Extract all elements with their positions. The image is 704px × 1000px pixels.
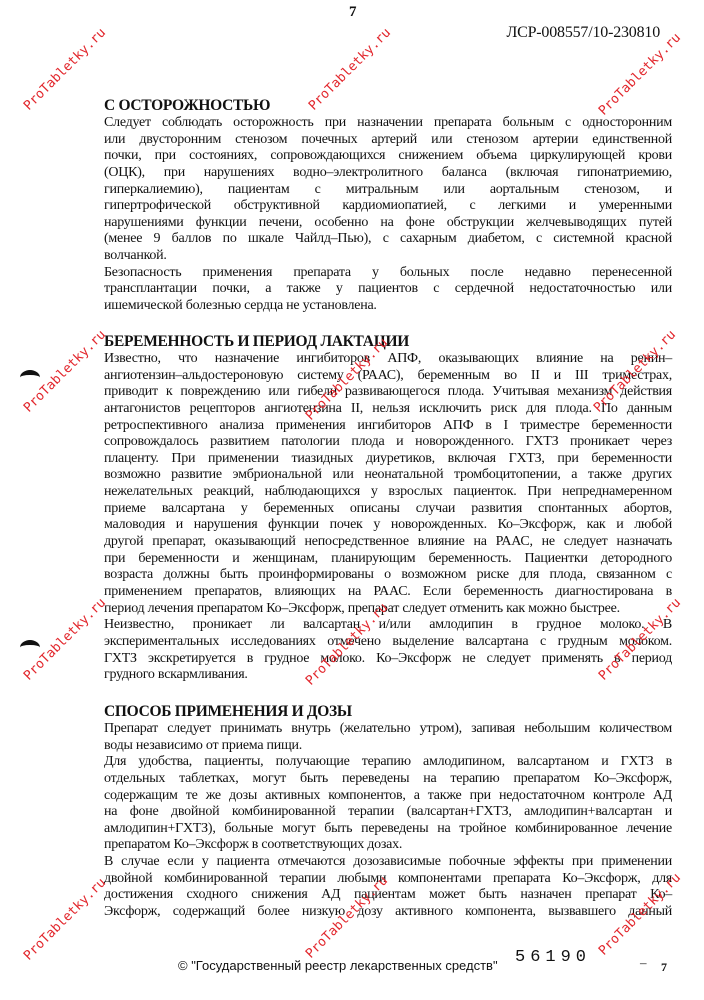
section-heading: С ОСТОРОЖНОСТЬЮ bbox=[104, 97, 271, 114]
text-line: (ОЦК), при нарушениях водно–электролитного баланса (включая гипонатриемию, bbox=[104, 164, 672, 180]
text-line: Препарат следует принимать внутрь (желательно утром), запивая небольшим количеством bbox=[104, 721, 672, 736]
text-line: при беременности и женщинам, планирующим беременность. Пациентки детородного bbox=[104, 550, 672, 566]
watermark-text: ProTabletky.ru bbox=[302, 335, 392, 424]
paragraph bbox=[104, 351, 672, 617]
text-line: ретроспективного анализа применения ингибиторов АПФ в I триместре беременности bbox=[104, 417, 672, 433]
watermark-text: ProTabletky.ru bbox=[20, 25, 110, 114]
text-line: воды независимо от приема пищи. bbox=[104, 737, 303, 753]
paragraph bbox=[104, 115, 672, 265]
footer-copyright: © "Государственный реестр лекарственных средств" bbox=[178, 958, 498, 973]
watermark-text: ProTabletky.ru bbox=[595, 870, 685, 959]
text-line: Для удобства, пациенты, получающие терапию амлодипином, валсартаном и ГХТЗ в bbox=[104, 754, 672, 770]
paragraph bbox=[104, 721, 672, 754]
text-line: амлодипин+ГХТЗ), больные могут быть переведены на тройное комбинированное лечение bbox=[104, 820, 672, 836]
watermark-text: ProTabletky.ru bbox=[590, 327, 680, 416]
text-line: другой препарат, оказывающий непосредственное влияние на РААС, не следует назначать bbox=[104, 534, 672, 550]
section-pregnancy-lactation bbox=[104, 333, 672, 684]
text-line: двойной комбинированной терапии любыми компонентами препарата Ко–Эксфорж, для bbox=[104, 870, 672, 886]
watermark-text: ProTabletky.ru bbox=[595, 30, 685, 119]
watermark-text: ProTabletky.ru bbox=[595, 595, 685, 684]
text-line: ишемической болезнью сердца не установлена. bbox=[104, 298, 377, 314]
text-line: возраста должны быть проинформированы о возможном риске для плода, связанном с bbox=[104, 567, 672, 583]
text-line: приеме валсартана у беременных описаны случаи развития спонтанных абортов, bbox=[104, 500, 672, 516]
section-caution bbox=[104, 97, 672, 315]
registration-number: ЛСР-008557/10-230810 bbox=[506, 24, 660, 41]
footer-dash: – bbox=[640, 955, 647, 970]
text-line: гипертрофической обструктивной кардиомиопатией, с легкими и умеренными bbox=[104, 198, 672, 214]
text-line: антагонистов рецепторов ангиотензина II, нельзя исключить риск для плода. По данным bbox=[104, 400, 672, 416]
text-line: возможно развитие эмбриональной или неонатальной тромбоцитопении, а также других bbox=[104, 467, 672, 483]
paragraph bbox=[104, 617, 672, 684]
paragraph bbox=[104, 265, 672, 315]
section-dosage bbox=[104, 703, 672, 921]
text-line: трансплантации почки, а также у пациентов с сердечной недостаточностью или bbox=[104, 281, 672, 297]
text-line: достижения сходного снижения АД пациентам может быть назначен препарат Ко– bbox=[104, 887, 672, 903]
text-line: В случае если у пациента отмечаются дозозависимые побочные эффекты при применении bbox=[104, 854, 672, 870]
scan-mark bbox=[20, 640, 40, 655]
paragraph bbox=[104, 754, 672, 854]
paragraph bbox=[104, 854, 672, 921]
text-line: отдельных таблетках, могут быть переведены на терапию препаратом Ко–Эксфорж, bbox=[104, 770, 672, 786]
text-line: экспериментальных исследованиях отмечено выделение валсартана с грудным молоком. bbox=[104, 633, 672, 649]
text-line: почки, при состояниях, сопровождающихся снижением объема циркулирующей крови bbox=[104, 148, 672, 164]
text-line: Эксфорж, содержащий более низкую дозу активного компонента, вызвавшего данный bbox=[104, 904, 672, 920]
text-line: гиперкалиемию), пациентам с митральным или аортальным стенозом, и bbox=[104, 181, 672, 197]
text-line: применением препаратов, влияющих на РААС. Если беременность диагностирована в bbox=[104, 583, 672, 599]
watermark-text: ProTabletky.ru bbox=[20, 875, 110, 964]
text-line: плаценту. При применении тиазидных диуретиков, включая ГХТЗ, при беременности bbox=[104, 450, 672, 466]
text-line: Неизвестно, проникает ли валсартан и/или амлодипин в грудное молоко. В bbox=[104, 617, 672, 633]
text-line: Безопасность применения препарата у больных после недавно перенесенной bbox=[104, 264, 672, 280]
page-number-top: 7 bbox=[349, 4, 357, 20]
text-line: приводит к повреждению или гибели развивающегося плода. Учитывая механизм действия bbox=[104, 384, 672, 400]
scan-mark bbox=[20, 370, 40, 385]
watermark-text: ProTabletky.ru bbox=[305, 25, 395, 114]
text-line: сопровождалось развитием патологии плода и новорожденного. ГХТЗ проникает через bbox=[104, 434, 672, 450]
text-line: (менее 9 баллов по шкале Чайлд–Пью), с сахарным диабетом, с системной красной bbox=[104, 231, 672, 247]
text-line: маловодия и нарушения функции почек у новорожденных. Ко–Эксфорж, как и любой bbox=[104, 517, 672, 533]
text-line: волчанкой. bbox=[104, 248, 167, 264]
text-line: на фоне двойной комбинированной терапии (валсартан+ГХТЗ, амлодипин+валсартан и bbox=[104, 804, 672, 820]
watermark-text: ProTabletky.ru bbox=[302, 600, 392, 689]
text-line: Следует соблюдать осторожность при назначении препарата больным с односторонним bbox=[104, 115, 672, 130]
text-line: грудного вскармливания. bbox=[104, 667, 248, 683]
watermark-text: ProTabletky.ru bbox=[20, 327, 110, 416]
text-line: содержащим те же дозы активных компонентов, а также при недостаточном контроле АД bbox=[104, 787, 672, 803]
section-heading: БЕРЕМЕННОСТЬ И ПЕРИОД ЛАКТАЦИИ bbox=[104, 333, 409, 350]
text-line: ангиотензин–альдостероновую систему (РААС), беременным во II и III триместрах, bbox=[104, 367, 672, 383]
text-line: ГХТЗ экскретируется в грудное молоко. Ко–Эксфорж не следует применять в период bbox=[104, 650, 672, 666]
text-line: Известно, что назначение ингибиторов АПФ, оказывающих влияние на ренин– bbox=[104, 351, 672, 366]
text-line: период лечения препаратом Ко–Эксфорж, препарат следует отменить как можно быстрее. bbox=[104, 600, 620, 616]
watermark-text: ProTabletky.ru bbox=[302, 873, 392, 962]
page-number-bottom: 7 bbox=[661, 960, 667, 974]
text-line: или двусторонним стенозом почечных артерий или стенозом артерии единственной bbox=[104, 131, 672, 147]
section-heading: СПОСОБ ПРИМЕНЕНИЯ И ДОЗЫ bbox=[104, 703, 352, 720]
stamp-code: 56190 bbox=[515, 948, 592, 967]
text-line: препаратом Ко–Эксфорж в соответствующих дозах. bbox=[104, 837, 403, 853]
watermark-text: ProTabletky.ru bbox=[20, 595, 110, 684]
text-line: нежелательных реакций, наблюдающихся у взрослых пациенток. При непреднамеренном bbox=[104, 484, 672, 500]
text-line: нарушениями функции печени, особенно на фоне обструкции желчевыводящих путей bbox=[104, 214, 672, 230]
